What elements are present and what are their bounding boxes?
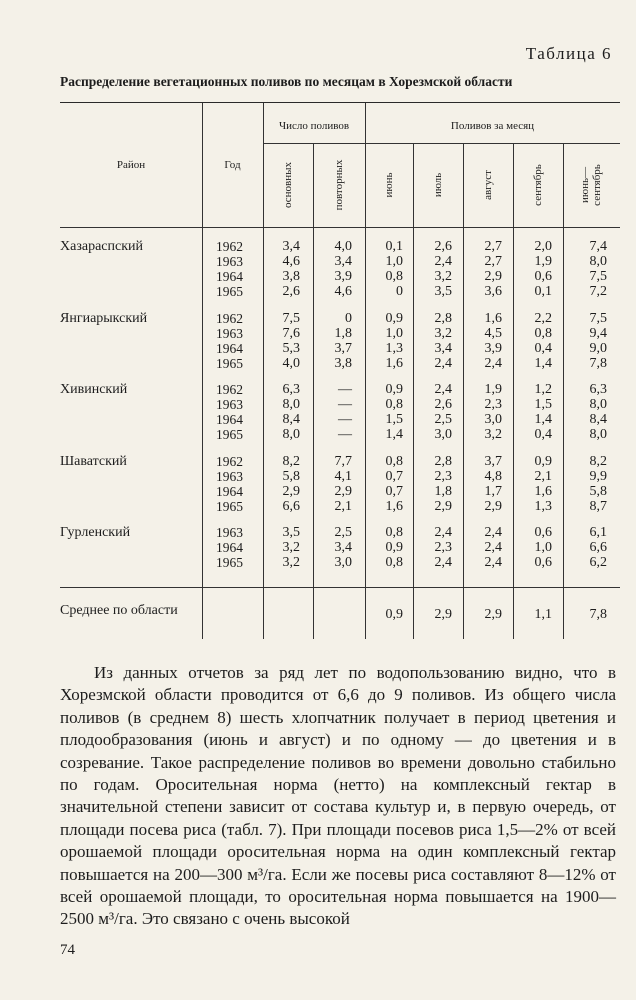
value-cell: 6,1	[589, 525, 607, 540]
value-cell: 8,2	[282, 454, 300, 469]
value-cell: 4,6	[334, 284, 352, 299]
value-cell: 8,4	[282, 412, 300, 427]
value-cell: 0,9	[385, 382, 403, 397]
value-cell: 2,6	[434, 239, 452, 254]
column-divider	[313, 143, 314, 639]
value-cell: 1,2	[534, 382, 552, 397]
average-rule	[60, 587, 620, 588]
value-cell: 3,6	[484, 284, 502, 299]
value-cell: 2,4	[484, 525, 502, 540]
value-cell: 0,8	[385, 454, 403, 469]
value-cell: 3,8	[334, 356, 352, 371]
subheader-rule	[263, 143, 620, 144]
value-cell: 0,4	[534, 341, 552, 356]
value-cell: 2,5	[434, 412, 452, 427]
value-cell: 8,0	[589, 427, 607, 442]
value-cell: 0,8	[385, 397, 403, 412]
value-cell: 1,3	[534, 499, 552, 514]
value-cell: 3,2	[434, 269, 452, 284]
value-cell: 1,9	[484, 382, 502, 397]
value-cell: 1,6	[385, 499, 403, 514]
column-divider	[202, 103, 203, 639]
value-cell: 0,7	[385, 484, 403, 499]
value-cell: 7,4	[589, 239, 607, 254]
year-cell: 1965	[216, 499, 243, 514]
header-year: Год	[224, 159, 241, 171]
value-cell: 6,6	[282, 499, 300, 514]
header-district: Район	[116, 159, 146, 171]
header-subcol: июнь	[383, 172, 395, 198]
value-cell: 0,6	[534, 269, 552, 284]
value-cell: 0,8	[534, 326, 552, 341]
year-cell: 1964	[216, 341, 243, 356]
value-cell: 0,9	[385, 311, 403, 326]
column-divider	[513, 143, 514, 639]
value-cell: 3,2	[434, 326, 452, 341]
year-cell: 1963	[216, 469, 243, 484]
value-cell: 2,1	[334, 499, 352, 514]
value-cell: 3,0	[334, 555, 352, 570]
value-cell: 1,6	[484, 311, 502, 326]
value-cell: 7,6	[282, 326, 300, 341]
value-cell: 0,1	[385, 239, 403, 254]
value-cell: 2,8	[434, 454, 452, 469]
value-cell: 0,7	[385, 469, 403, 484]
column-divider	[365, 103, 366, 639]
header-subcol: основных	[282, 161, 294, 209]
district-name: Янгиарыкский	[60, 311, 148, 326]
value-cell: 0,4	[534, 427, 552, 442]
value-cell: 1,6	[534, 484, 552, 499]
year-cell: 1964	[216, 269, 243, 284]
header-subcol: август	[482, 170, 494, 200]
value-cell: 7,5	[282, 311, 300, 326]
value-cell: 1,7	[484, 484, 502, 499]
value-cell: 2,3	[484, 397, 502, 412]
value-cell: 2,1	[534, 469, 552, 484]
value-cell: 0,8	[385, 269, 403, 284]
value-cell: 3,4	[334, 540, 352, 555]
value-cell: 2,6	[434, 397, 452, 412]
district-name: Хазараспский	[60, 239, 143, 254]
value-cell: 2,5	[334, 525, 352, 540]
year-cell: 1964	[216, 412, 243, 427]
value-cell: 3,4	[282, 239, 300, 254]
value-cell: 1,0	[385, 254, 403, 269]
value-cell: 1,4	[534, 412, 552, 427]
value-cell: 2,4	[434, 356, 452, 371]
value-cell: 2,9	[282, 484, 300, 499]
value-cell: 7,5	[589, 269, 607, 284]
header-subcol: сентябрь	[532, 164, 544, 206]
year-cell: 1965	[216, 284, 243, 299]
value-cell: 5,8	[282, 469, 300, 484]
value-cell: 9,4	[589, 326, 607, 341]
value-cell: 2,4	[434, 254, 452, 269]
average-value-cell: 1,1	[534, 607, 552, 622]
value-cell: 2,4	[484, 540, 502, 555]
header-subcol: июль	[432, 172, 444, 198]
value-cell: 3,9	[484, 341, 502, 356]
value-cell: 7,7	[334, 454, 352, 469]
average-label: Среднее по области	[60, 603, 178, 618]
value-cell: 8,0	[282, 427, 300, 442]
value-cell: 1,8	[334, 326, 352, 341]
value-cell: 4,5	[484, 326, 502, 341]
value-cell: 2,9	[434, 499, 452, 514]
value-cell: —	[338, 397, 352, 412]
header-subcol: июнь—сентябрь	[579, 164, 603, 206]
value-cell: 2,8	[434, 311, 452, 326]
value-cell: 1,4	[385, 427, 403, 442]
value-cell: 0,9	[385, 540, 403, 555]
header-month-group: Поливов за месяц	[450, 120, 535, 132]
value-cell: 1,5	[385, 412, 403, 427]
value-cell: 7,5	[589, 311, 607, 326]
value-cell: 3,0	[434, 427, 452, 442]
value-cell: 9,9	[589, 469, 607, 484]
district-name: Шаватский	[60, 454, 127, 469]
value-cell: 3,4	[434, 341, 452, 356]
year-cell: 1962	[216, 454, 243, 469]
value-cell: 3,4	[334, 254, 352, 269]
value-cell: 1,0	[385, 326, 403, 341]
column-divider	[563, 143, 564, 639]
value-cell: 2,2	[534, 311, 552, 326]
year-cell: 1965	[216, 555, 243, 570]
value-cell: 8,0	[589, 254, 607, 269]
value-cell: 3,7	[484, 454, 502, 469]
year-cell: 1963	[216, 397, 243, 412]
value-cell: 8,2	[589, 454, 607, 469]
average-value-cell: 2,9	[484, 607, 502, 622]
value-cell: 0	[396, 284, 403, 299]
value-cell: 1,3	[385, 341, 403, 356]
value-cell: 4,8	[484, 469, 502, 484]
value-cell: —	[338, 382, 352, 397]
value-cell: 3,2	[282, 540, 300, 555]
column-divider	[463, 143, 464, 639]
body-paragraph: Из данных отчетов за ряд лет по водопользованию видно, что в Хорезмской области проводится от 6,6 до 9 поливов. Из общего числа поливов (в среднем 8) шесть хлопчатник получает в период цветения и плодообразования (июнь и август) и по одному — до цветения и в созревание. Такое распределение поливов во времени довольно стабильно по годам. Оросительная норма (нетто) на комплексный гектар в значительной степени зависит от состава культур и, в первую очередь, от площади посева риса (табл. 7). При площади посевов риса 1,5—2% от всей орошаемой площади оросительная норма на один комплексный гектар повышается на 200—300 м³/га. Если же посевы риса составляют 8—12% от всей орошаемой площади, то оросительная норма повышается на 1900—2500 м³/га. Это связано с очень высокой	[60, 663, 616, 929]
value-cell: 8,0	[589, 397, 607, 412]
value-cell: 6,3	[589, 382, 607, 397]
value-cell: 4,6	[282, 254, 300, 269]
value-cell: 0	[345, 311, 352, 326]
value-cell: 3,5	[434, 284, 452, 299]
value-cell: —	[338, 412, 352, 427]
value-cell: 7,8	[589, 356, 607, 371]
value-cell: 0,9	[534, 454, 552, 469]
year-cell: 1965	[216, 427, 243, 442]
value-cell: 3,7	[334, 341, 352, 356]
value-cell: 1,9	[534, 254, 552, 269]
year-cell: 1964	[216, 484, 243, 499]
value-cell: 0,8	[385, 555, 403, 570]
average-value-cell: 0,9	[385, 607, 403, 622]
column-divider	[413, 143, 414, 639]
value-cell: 2,4	[484, 356, 502, 371]
value-cell: 2,0	[534, 239, 552, 254]
value-cell: 1,0	[534, 540, 552, 555]
value-cell: 4,1	[334, 469, 352, 484]
value-cell: 6,6	[589, 540, 607, 555]
table-title: Распределение вегетационных поливов по месяцам в Хорезмской области	[60, 74, 513, 89]
value-cell: 4,0	[334, 239, 352, 254]
value-cell: 2,6	[282, 284, 300, 299]
header-subcol: повторных	[333, 159, 345, 211]
value-cell: 8,0	[282, 397, 300, 412]
district-name: Гурленский	[60, 525, 131, 540]
value-cell: 0,6	[534, 555, 552, 570]
year-cell: 1963	[216, 254, 243, 269]
page-number: 74	[60, 942, 75, 958]
value-cell: 2,7	[484, 239, 502, 254]
column-divider	[263, 103, 264, 639]
value-cell: 0,1	[534, 284, 552, 299]
value-cell: 2,9	[334, 484, 352, 499]
value-cell: 2,7	[484, 254, 502, 269]
value-cell: 1,4	[534, 356, 552, 371]
year-cell: 1963	[216, 525, 243, 540]
data-table	[60, 102, 620, 639]
value-cell: 2,3	[434, 540, 452, 555]
value-cell: 1,6	[385, 356, 403, 371]
value-cell: 3,8	[282, 269, 300, 284]
header-rule	[60, 227, 620, 228]
value-cell: 2,4	[484, 555, 502, 570]
value-cell: 1,5	[534, 397, 552, 412]
value-cell: 2,4	[434, 555, 452, 570]
value-cell: 2,9	[484, 269, 502, 284]
value-cell: 5,3	[282, 341, 300, 356]
value-cell: —	[338, 427, 352, 442]
year-cell: 1965	[216, 356, 243, 371]
value-cell: 0,8	[385, 525, 403, 540]
value-cell: 1,8	[434, 484, 452, 499]
value-cell: 3,9	[334, 269, 352, 284]
value-cell: 9,0	[589, 341, 607, 356]
year-cell: 1964	[216, 540, 243, 555]
value-cell: 7,2	[589, 284, 607, 299]
value-cell: 6,3	[282, 382, 300, 397]
value-cell: 0,6	[534, 525, 552, 540]
district-name: Хивинский	[60, 382, 128, 397]
year-cell: 1963	[216, 326, 243, 341]
value-cell: 2,4	[434, 525, 452, 540]
year-cell: 1962	[216, 311, 243, 326]
average-value-cell: 2,9	[434, 607, 452, 622]
value-cell: 8,4	[589, 412, 607, 427]
value-cell: 3,2	[484, 427, 502, 442]
value-cell: 2,3	[434, 469, 452, 484]
year-cell: 1962	[216, 382, 243, 397]
value-cell: 4,0	[282, 356, 300, 371]
value-cell: 2,4	[434, 382, 452, 397]
value-cell: 3,0	[484, 412, 502, 427]
value-cell: 3,5	[282, 525, 300, 540]
value-cell: 5,8	[589, 484, 607, 499]
value-cell: 6,2	[589, 555, 607, 570]
year-cell: 1962	[216, 239, 243, 254]
table-label: Таблица 6	[525, 44, 612, 63]
value-cell: 3,2	[282, 555, 300, 570]
value-cell: 2,9	[484, 499, 502, 514]
header-count-group: Число поливов	[278, 120, 350, 132]
value-cell: 8,7	[589, 499, 607, 514]
average-value-cell: 7,8	[589, 607, 607, 622]
